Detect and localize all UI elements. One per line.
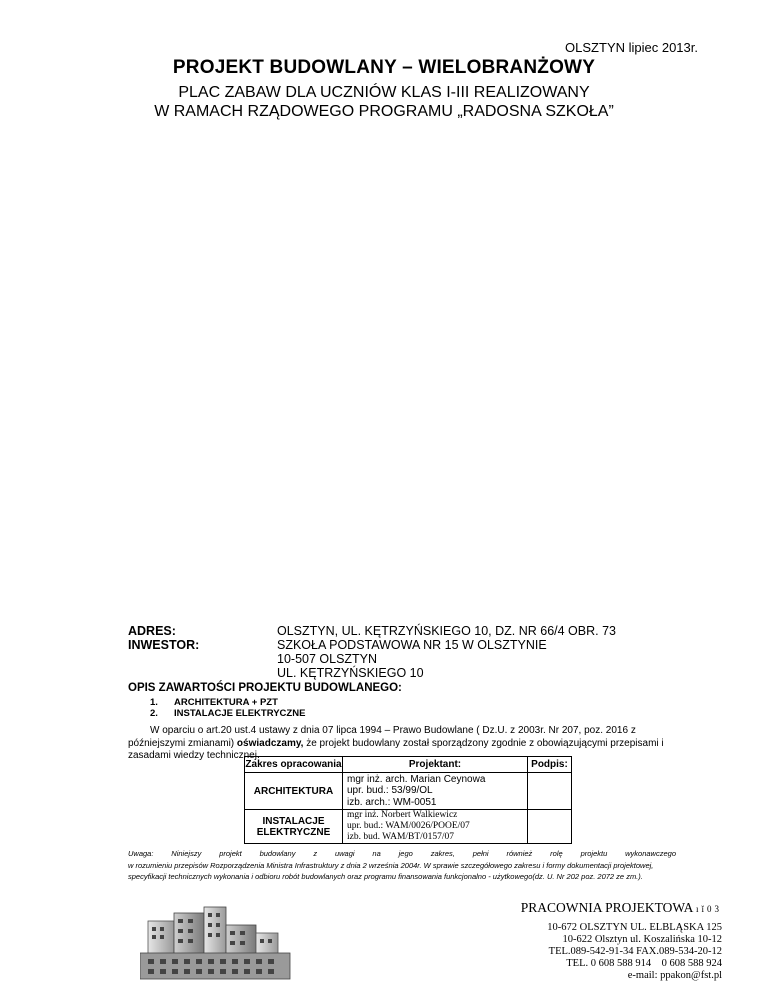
declaration-bold: oświadczamy,: [236, 737, 304, 749]
designer-line: izb. arch.: WM-0051: [347, 796, 437, 808]
table-cell-designer: [343, 773, 528, 810]
table-header-row: [245, 757, 572, 773]
address-value: OLSZTYN, UL. KĘTRZYŃSKIEGO 10, DZ. NR 66/4 OBR. 73: [277, 624, 616, 638]
table-cell-scope: ARCHITEKTURA: [245, 773, 343, 810]
subtitle-line-1: PLAC ZABAW DLA UCZNIÓW KLAS I-III REALIZOWANY: [178, 84, 590, 101]
firm-name: PRACOWNIA PROJEKTOWA: [520, 900, 693, 915]
table-row: [245, 810, 572, 844]
note-line: Uwaga: Niniejszy projekt budowlany z uwagi na jego zakres, pełni również rolę projektu wykonawczego: [128, 849, 676, 858]
firm-line: TEL. 0 608 588 914 0 608 588 924: [566, 958, 722, 969]
contents-item: [150, 697, 278, 708]
contents-item-number: 1.: [150, 697, 158, 708]
designer-line: upr. bud.: WAM/0026/POOE/07: [347, 821, 470, 831]
investor-label: INWESTOR:: [128, 638, 200, 652]
designer-line: mgr inż. arch. Marian Ceynowa: [347, 773, 486, 785]
table-cell-scope: [245, 810, 343, 844]
table-cell-designer: [343, 810, 528, 844]
table-header-designer: Projektant:: [343, 757, 528, 773]
scope-line: INSTALACJE: [262, 815, 325, 827]
firm-line: 10-672 OLSZTYN UL. ELBLĄSKA 125: [547, 922, 722, 933]
firm-line: TEL.089-542-91-34 FAX.089-534-20-12: [548, 946, 722, 957]
designer-line: upr. bud.: 53/99/OL: [347, 785, 433, 797]
investor-line: 10-507 OLSZTYN: [277, 652, 378, 666]
firm-line: 10-622 Olsztyn ul. Koszalińska 10-12: [562, 934, 722, 945]
table-row: [245, 773, 572, 810]
designer-line: mgr inż. Norbert Walkiewicz: [347, 810, 458, 820]
note-line: w rozumieniu przepisów Rozporządzenia Ministra Infrastruktury z dnia 2 września 2004r. W sprawie szczegółowego zakresu i formy dokumentacji projektowej,: [128, 860, 654, 870]
designer-line: izb. bud. WAM/BT/0157/07: [347, 832, 454, 842]
contents-heading: OPIS ZAWARTOŚCI PROJEKTU BUDOWLANEGO:: [128, 682, 402, 694]
note-line: specyfikacji technicznych wykonania i odbioru robót budowlanych oraz programu finansowania funkcjonalno - użytkowego(dz. U. Nr 202 poz. 2072 ze zm.).: [128, 872, 643, 881]
designers-table: [244, 756, 572, 844]
scope-line: ELEKTRYCZNE: [256, 826, 331, 838]
contents-item: [150, 708, 305, 719]
document-title: PROJEKT BUDOWLANY – WIELOBRANŻOWY: [172, 57, 596, 78]
firm-block: [521, 900, 722, 982]
address-label: ADRES:: [128, 624, 176, 638]
firm-email: e-mail: ppakon@fst.pl: [627, 970, 722, 981]
table-header-scope: Zakres opracowania: [245, 757, 343, 773]
table-cell-signature: [528, 810, 572, 844]
document-date: OLSZTYN lipiec 2013r.: [565, 40, 698, 55]
subtitle-line-2: W RAMACH RZĄDOWEGO PROGRAMU „RADOSNA SZKOŁA”: [154, 103, 614, 120]
contents-item-label: ARCHITEKTURA + PZT: [174, 697, 278, 708]
declaration-text-1: W oparciu o art.20 ust.4 ustawy z dnia 07 lipca 1994 – Prawo Budowlane ( Dz.U. z 2003r. Nr 207, poz. 2016 z późniejszymi zmianami): [128, 725, 636, 749]
table-cell-signature: [528, 773, 572, 810]
buildings-logo-image: [140, 903, 310, 983]
contents-item-label: INSTALACJE ELEKTRYCZNE: [174, 708, 306, 719]
table-header-signature: Podpis:: [528, 757, 572, 773]
declaration-text-2: że projekt budowlany został sporządzony zgodnie z obowiązującymi przepisami i zasadami wiedzy technicznej.: [128, 737, 664, 761]
firm-logo-glyphs: ıĭ03: [695, 904, 722, 914]
investor-line: SZKOŁA PODSTAWOWA NR 15 W OLSZTYNIE: [277, 638, 547, 652]
note-paragraph: [128, 848, 676, 883]
contents-item-number: 2.: [150, 708, 158, 719]
firm-name-line: [521, 900, 722, 916]
investor-line: UL. KĘTRZYŃSKIEGO 10: [277, 666, 424, 680]
